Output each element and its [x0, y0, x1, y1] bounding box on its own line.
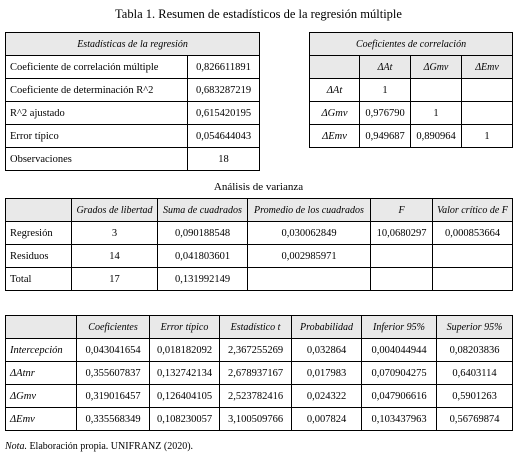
stat-value: 0,615420195: [188, 102, 260, 125]
table-cell: 0,070904275: [362, 362, 437, 385]
anova-title: Análisis de varianza: [213, 181, 304, 193]
stat-label: Observaciones: [6, 148, 188, 171]
regression-stats-table: [5, 32, 260, 171]
row-label: ΔAt: [310, 79, 360, 102]
column-header: ΔGmv: [411, 56, 462, 79]
correlation-header: Coeficientes de correlación: [310, 33, 513, 56]
table-title: Tabla 1. Resumen de estadísticos de la regresión múltiple: [115, 7, 402, 21]
table-cell: 3: [72, 222, 158, 245]
table-row: [6, 79, 260, 102]
table-cell: 0,6403114: [437, 362, 513, 385]
column-header: Coeficientes: [77, 316, 150, 339]
table-row: [6, 362, 513, 385]
table-cell: 0,030062849: [248, 222, 371, 245]
row-label: Residuos: [6, 245, 72, 268]
table-cell: [433, 245, 513, 268]
table-row: [6, 199, 513, 222]
table-note: [5, 441, 193, 452]
column-header: Grados de libertad: [72, 199, 158, 222]
column-header: Error típico: [150, 316, 220, 339]
table-cell: 0,017983: [292, 362, 362, 385]
table-cell: 3,100509766: [220, 408, 292, 431]
regression-stats-header: Estadísticas de la regresión: [6, 33, 260, 56]
table-cell: 0,319016457: [77, 385, 150, 408]
note-text: Elaboración propia. UNIFRANZ (2020).: [26, 441, 194, 452]
correlation-table: [309, 32, 513, 148]
column-header: Valor crítico de F: [433, 199, 513, 222]
row-label: ΔGmv: [6, 385, 77, 408]
table-cell: 0,131992149: [158, 268, 248, 291]
table-cell: 1: [360, 79, 411, 102]
table-row: [6, 148, 260, 171]
table-cell: 0,007824: [292, 408, 362, 431]
table-cell: 0,335568349: [77, 408, 150, 431]
column-header: Estadístico t: [220, 316, 292, 339]
table-row: [6, 33, 260, 56]
table-cell: 0,108230057: [150, 408, 220, 431]
table-cell: 0,5901263: [437, 385, 513, 408]
row-label: ΔEmv: [310, 125, 360, 148]
corner-cell: [310, 56, 360, 79]
stat-label: Coeficiente de correlación múltiple: [6, 56, 188, 79]
column-header: Superior 95%: [437, 316, 513, 339]
row-label: Intercepción: [6, 339, 77, 362]
table-cell: 0,032864: [292, 339, 362, 362]
table-row: [6, 245, 513, 268]
table-cell: 2,367255269: [220, 339, 292, 362]
table-cell: 0,103437963: [362, 408, 437, 431]
stat-label: Error típico: [6, 125, 188, 148]
table-cell: 0,890964: [411, 125, 462, 148]
note-prefix: Nota.: [5, 441, 27, 452]
anova-table: [5, 198, 513, 291]
column-header: ΔAt: [360, 56, 411, 79]
table-row: [6, 56, 260, 79]
table-cell: 0,018182092: [150, 339, 220, 362]
table-cell: [371, 268, 433, 291]
table-cell: [248, 268, 371, 291]
table-cell: 2,678937167: [220, 362, 292, 385]
table-cell: 0,043041654: [77, 339, 150, 362]
stat-value: 18: [188, 148, 260, 171]
stat-value: 0,826611891: [188, 56, 260, 79]
column-header: Suma de cuadrados: [158, 199, 248, 222]
row-label: ΔAtnr: [6, 362, 77, 385]
table-cell: 0,949687: [360, 125, 411, 148]
table-cell: 17: [72, 268, 158, 291]
table-row: [6, 339, 513, 362]
column-header: ΔEmv: [462, 56, 513, 79]
table-cell: 0,004044944: [362, 339, 437, 362]
table-cell: 2,523782416: [220, 385, 292, 408]
row-label: ΔGmv: [310, 102, 360, 125]
column-header: F: [371, 199, 433, 222]
row-label: Regresión: [6, 222, 72, 245]
table-cell: 0,041803601: [158, 245, 248, 268]
table-cell: 10,0680297: [371, 222, 433, 245]
column-header: Promedio de los cuadrados: [248, 199, 371, 222]
table-cell: 0,976790: [360, 102, 411, 125]
table-cell: 1: [462, 125, 513, 148]
row-label: ΔEmv: [6, 408, 77, 431]
table-cell: 0,002985971: [248, 245, 371, 268]
coefficients-table: [5, 315, 513, 431]
table-cell: 0,024322: [292, 385, 362, 408]
column-header: [6, 316, 77, 339]
table-row: [310, 56, 513, 79]
table-row: [310, 102, 513, 125]
table-row: [6, 268, 513, 291]
table-cell: [433, 268, 513, 291]
table-cell: 0,000853664: [433, 222, 513, 245]
table-row: [310, 33, 513, 56]
stat-label: Coeficiente de determinación R^2: [6, 79, 188, 102]
stat-value: 0,683287219: [188, 79, 260, 102]
table-cell: 14: [72, 245, 158, 268]
table-cell: [411, 79, 462, 102]
table-cell: [462, 102, 513, 125]
table-cell: 0,090188548: [158, 222, 248, 245]
table-cell: 0,132742134: [150, 362, 220, 385]
table-row: [310, 79, 513, 102]
table-cell: 0,56769874: [437, 408, 513, 431]
table-cell: 0,047906616: [362, 385, 437, 408]
table-row: [6, 408, 513, 431]
table-cell: [462, 79, 513, 102]
stat-value: 0,054644043: [188, 125, 260, 148]
table-row: [310, 125, 513, 148]
table-row: [6, 125, 260, 148]
table-cell: 0,08203836: [437, 339, 513, 362]
table-row: [6, 222, 513, 245]
column-header: Inferior 95%: [362, 316, 437, 339]
table-cell: 0,126404105: [150, 385, 220, 408]
table-row: [6, 385, 513, 408]
column-header: [6, 199, 72, 222]
table-cell: 0,355607837: [77, 362, 150, 385]
table-cell: 1: [411, 102, 462, 125]
table-row: [6, 102, 260, 125]
stat-label: R^2 ajustado: [6, 102, 188, 125]
row-label: Total: [6, 268, 72, 291]
table-cell: [371, 245, 433, 268]
column-header: Probabilidad: [292, 316, 362, 339]
table-row: [6, 316, 513, 339]
